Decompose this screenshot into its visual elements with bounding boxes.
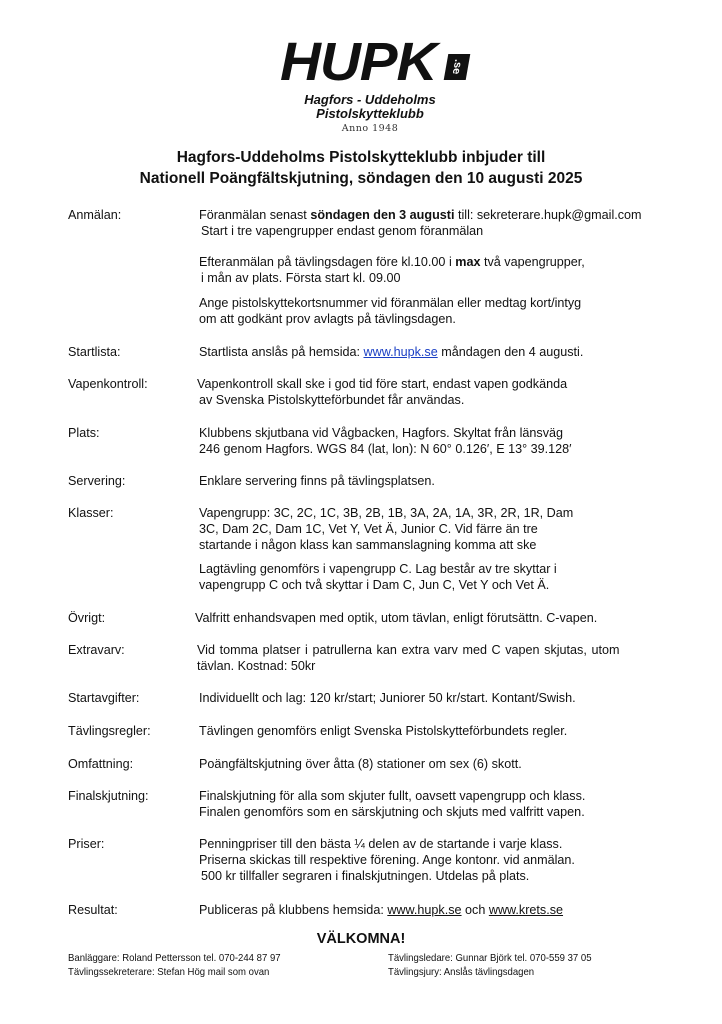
klasser-line1: Vapengrupp: 3C, 2C, 1C, 3B, 2B, 1B, 3A, 2A, 1A, 3R, 2R, 1R, Dam (199, 506, 574, 520)
label-extravarv: Extravarv: (68, 643, 125, 657)
finalskjutning-line2: Finalen genomförs som en särskjutning och skjuts med valfritt vapen. (199, 805, 585, 819)
startavgifter-line1: Individuellt och lag: 120 kr/start; Juniorer 50 kr/start. Kontant/Swish. (199, 691, 576, 705)
hupk-link[interactable]: www.hupk.se (387, 903, 462, 917)
anmalan-line3 (199, 255, 585, 270)
welcome-heading: VÄLKOMNA! (316, 931, 406, 947)
label-anmalan: Anmälan: (68, 208, 122, 222)
startlista-line1 (199, 345, 583, 360)
label-startlista: Startlista: (68, 345, 121, 359)
footer-banlaggare: Banläggare: Roland Pettersson tel. 070-244 87 97 (68, 953, 281, 964)
logo-club-line1: Hagfors - Uddeholms (304, 92, 436, 107)
tavlingsregler-line1: Tävlingen genomförs enligt Svenska Pistolskytteförbundets regler. (199, 724, 568, 738)
krets-link[interactable]: www.krets.se (488, 903, 564, 917)
anmalan-line5: Ange pistolskyttekortsnummer vid föranmälan eller medtag kort/intyg (199, 296, 582, 310)
footer-tavlingsjury: Tävlingsjury: Anslås tävlingsdagen (388, 967, 535, 978)
label-tavlingsregler: Tävlingsregler: (68, 724, 151, 738)
title-line2: Nationell Poängfältskjutning, söndagen den 10 augusti 2025 (139, 170, 583, 187)
omfattning-line1: Poängfältskjutning över åtta (8) stationer om sex (6) skott. (199, 757, 522, 771)
text: Efteranmälan på tävlingsdagen före kl.10.00 i (199, 255, 456, 269)
text: måndagen den 4 augusti. (437, 345, 584, 359)
text: Föranmälan senast (199, 208, 311, 222)
anmalan-line1 (199, 208, 642, 223)
klasser-line3: startande i någon klass kan sammanslagning komma att ske (199, 538, 537, 552)
deadline-bold: söndagen den 3 augusti (310, 208, 455, 222)
footer-tavlingssekreterare: Tävlingssekreterare: Stefan Hög mail som ovan (68, 967, 270, 978)
klasser-line4: Lagtävling genomförs i vapengrupp C. Lag består av tre skyttar i (199, 562, 557, 576)
resultat-line1 (199, 903, 563, 918)
klasser-line2: 3C, Dam 2C, Dam 1C, Vet Y, Vet Ä, Junior C. Vid färre än tre (199, 522, 538, 536)
plats-line2: 246 genom Hagfors. WGS 84 (lat, lon): N 60° 0.126′, E 13° 39.128′ (199, 442, 572, 456)
label-omfattning: Omfattning: (68, 757, 134, 771)
label-priser: Priser: (68, 837, 105, 851)
logo-anno: Anno 1948 (341, 123, 399, 134)
plats-line1: Klubbens skjutbana vid Vågbacken, Hagfors. Skyltat från länsväg (199, 426, 564, 440)
label-servering: Servering: (68, 474, 126, 488)
text: Startlista anslås på hemsida: (199, 345, 364, 359)
extravarv-line2: tävlan. Kostnad: 50kr (197, 659, 316, 673)
club-logo (280, 32, 466, 134)
anmalan-line4: i mån av plats. Första start kl. 09.00 (201, 271, 401, 285)
text: två vapengrupper, (480, 255, 585, 269)
label-resultat: Resultat: (68, 903, 118, 917)
klasser-line5: vapengrupp C och två skyttar i Dam C, Jun C, Vet Y och Vet Ä. (199, 578, 550, 592)
anmalan-line6: om att godkänt prov avlagts på tävlingsdagen. (199, 312, 456, 326)
finalskjutning-line1: Finalskjutning för alla som skjuter fullt, oavsett vapengrupp och klass. (199, 789, 586, 803)
text: till: sekreterare.hupk@gmail.com (454, 208, 642, 222)
servering-line1: Enklare servering finns på tävlingsplatsen. (199, 474, 435, 488)
text: Publiceras på klubbens hemsida: (199, 903, 388, 917)
logo-wordmark: HUPK (280, 32, 437, 92)
vapenkontroll-line1: Vapenkontroll skall ske i god tid före start, endast vapen godkända (197, 377, 568, 391)
label-finalskjutning: Finalskjutning: (68, 789, 149, 803)
ovrigt-line1: Valfritt enhandsvapen med optik, utom tävlan, enligt förutsättn. C-vapen. (195, 611, 598, 625)
label-klasser: Klasser: (68, 506, 114, 520)
priser-line1: Penningpriser till den bästa ¼ delen av de startande i varje klass. (199, 837, 563, 851)
hupk-link[interactable]: www.hupk.se (363, 345, 438, 359)
max-bold: max (455, 255, 481, 269)
label-vapenkontroll: Vapenkontroll: (68, 377, 148, 391)
logo-club-line2: Pistolskytteklubb (316, 106, 424, 121)
title-line1: Hagfors-Uddeholms Pistolskytteklubb inbjuder till (176, 149, 546, 166)
label-startavgifter: Startavgifter: (68, 691, 140, 705)
logo-se-badge: .se (444, 54, 471, 80)
extravarv-line1: Vid tomma platser i patrullerna kan extra varv med C vapen skjutas, utom (197, 643, 620, 657)
priser-line3: 500 kr tillfaller segraren i finalskjutningen. Utdelas på plats. (201, 869, 530, 883)
text: och (461, 903, 489, 917)
label-plats: Plats: (68, 426, 100, 440)
footer-tavlingsledare: Tävlingsledare: Gunnar Björk tel. 070-559 37 05 (388, 953, 592, 964)
priser-line2: Priserna skickas till respektive förening. Ange kontonr. vid anmälan. (199, 853, 575, 867)
vapenkontroll-line2: av Svenska Pistolskytteförbundet får användas. (199, 393, 465, 407)
anmalan-line2: Start i tre vapengrupper endast genom föranmälan (201, 224, 484, 238)
label-ovrigt: Övrigt: (68, 611, 106, 625)
